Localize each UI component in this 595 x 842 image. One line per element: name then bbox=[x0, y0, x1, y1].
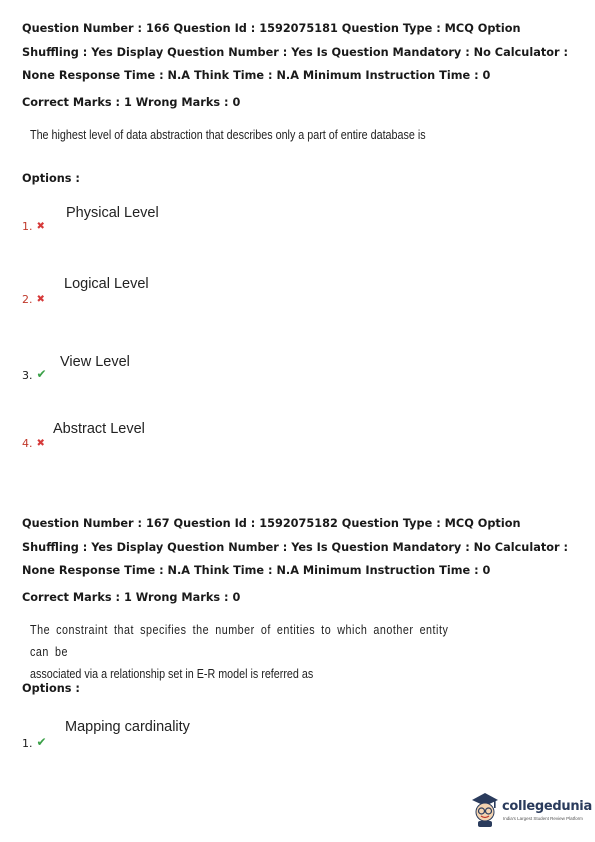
option-text: Abstract Level bbox=[53, 421, 145, 437]
options-label-166: Options : bbox=[22, 172, 80, 185]
question-meta-166: Question Number : 166 Question Id : 1592075181 Question Type : MCQ Option Shuffling : Yes Display Question Number : Yes Is Question Mandatory : No Calculator : None Response Time : N.A Think Time : N.A Minimum Instruction Time : 0 bbox=[22, 22, 569, 82]
option-number: 1. bbox=[22, 220, 33, 233]
option-text: Mapping cardinality bbox=[65, 719, 190, 735]
option-number: 2. bbox=[22, 293, 33, 306]
option-number: 4. bbox=[22, 437, 33, 450]
option-number: 1. bbox=[22, 737, 33, 750]
cross-icon: ✖ bbox=[36, 294, 45, 305]
check-icon: ✔ bbox=[36, 735, 47, 749]
collegedunia-logo bbox=[470, 790, 592, 830]
option-text: Physical Level bbox=[66, 205, 159, 221]
question-text-line: The constraint that specifies the number of entities to which another entity can be bbox=[30, 623, 449, 659]
mascot-icon bbox=[470, 790, 500, 828]
cross-icon: ✖ bbox=[36, 221, 45, 232]
options-label-167: Options : bbox=[22, 682, 80, 695]
check-icon: ✔ bbox=[36, 367, 47, 381]
question-meta-167: Question Number : 167 Question Id : 1592075182 Question Type : MCQ Option Shuffling : Yes Display Question Number : Yes Is Question Mandatory : No Calculator : None Response Time : N.A Think Time : N.A Minimum Instruction Time : 0 bbox=[22, 517, 569, 577]
option-number: 3. bbox=[22, 369, 33, 382]
question-text-166: The highest level of data abstraction that describes only a part of entire database is bbox=[30, 128, 426, 142]
question-text-line: associated via a relationship set in E-R model is referred as bbox=[30, 667, 314, 681]
question-marks-167: Correct Marks : 1 Wrong Marks : 0 bbox=[22, 591, 241, 604]
option-text: View Level bbox=[60, 354, 130, 370]
option-text: Logical Level bbox=[64, 276, 149, 292]
logo-tagline: India's Largest Student Review Platform bbox=[503, 816, 583, 821]
question-text-167 bbox=[30, 619, 460, 685]
logo-wordmark: collegedunia bbox=[502, 799, 592, 814]
question-marks-166: Correct Marks : 1 Wrong Marks : 0 bbox=[22, 96, 241, 109]
cross-icon: ✖ bbox=[36, 438, 45, 449]
